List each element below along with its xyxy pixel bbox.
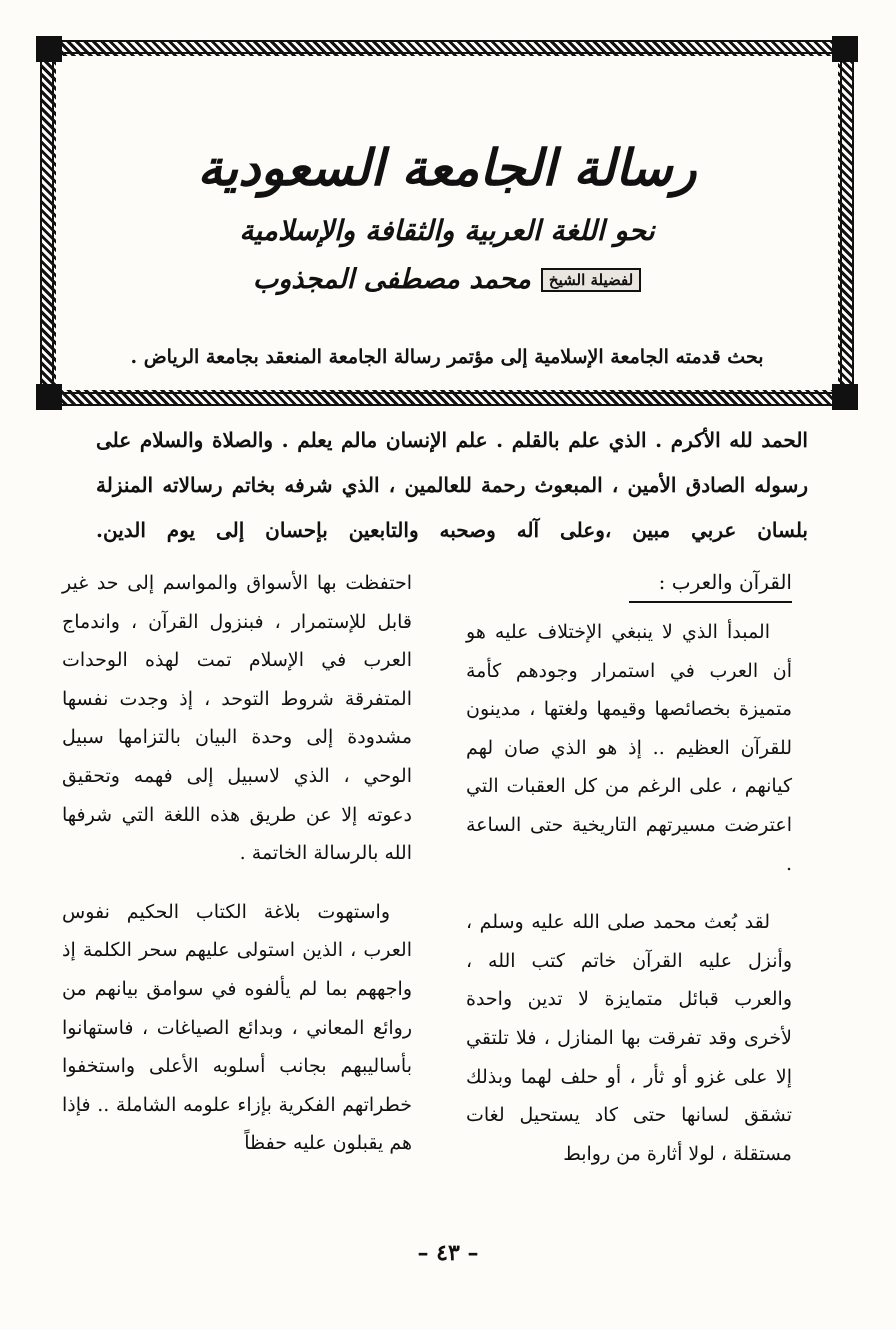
paragraph: المبدأ الذي لا ينبغي الإختلاف عليه هو أن العرب في استمرار وجودهم كأمة متميزة بخصائصها وقيمها ولغتها ، مدينون للقرآن العظيم .. إذ هو الذي صان لهم كيانهم ، على الرغم من كل العقبات التي اعترضت مسيرتهم التاريخية حتى الساعة . (466, 621, 792, 875)
author-badge: لفضيلة الشيخ (541, 268, 641, 292)
frame-corner-ornament (36, 384, 62, 410)
frame-corner-ornament (832, 36, 858, 62)
page-number: – ٤٣ – (417, 1240, 479, 1266)
paragraph: لقد بُعث محمد صلى الله عليه وسلم ، وأنزل عليه القرآن خاتم كتب الله ، والعرب قبائل متمايزة لا تدين واحدة لأخرى وقد تفرقت بها المنازل ، فلا تلتقي إلا على غزو أو ثأر ، أو حلف لهما وبذلك تشقق لسانها حتى كاد يستحيل لغات مستقلة ، لولا أثارة من روابط (466, 911, 792, 1165)
paragraph: احتفظت بها الأسواق والمواسم إلى حد غير قابل للإستمرار ، فبنزول القرآن ، واندماج العرب في الإسلام تمت لهذه الوحدات المتفرقة شروط التوحد ، إذ وجدت نفسها مشدودة إلى وحدة البيان بالتزامها سبيل الوحي ، الذي لاسبيل إلى فهمه وتحقيق دعوته إلا عن طريق هذه اللغة التي شرفها الله بالرسالة الخاتمة . (62, 572, 412, 865)
author-name: محمد مصطفى المجذوب (252, 264, 531, 295)
article-title: رسالة الجامعة السعودية (197, 138, 697, 197)
section-heading: القرآن والعرب : (629, 567, 792, 603)
article-subtitle: نحو اللغة العربية والثقافة والإسلامية (239, 214, 655, 247)
ornate-header-frame (40, 40, 854, 406)
left-column (62, 564, 412, 1163)
right-column (466, 564, 792, 1173)
frame-corner-ornament (36, 36, 62, 62)
opening-paragraph: الحمد لله الأكرم . الذي علم بالقلم . علم الإنسان مالم يعلم . والصلاة والسلام على رسوله الصادق الأمين ، المبعوث رحمة للعالمين ، الذي شرفه بخاتم رسالاته المنزلة بلسان عربي مبين ،وعلى آله وصحبه والتابعين بإحسان إلى يوم الدين. (96, 428, 809, 542)
paragraph: واستهوت بلاغة الكتاب الحكيم نفوس العرب ، الذين استولى عليهم سحر الكلمة إذ واجههم بما لم يألفوه في سوامق بيانهم من روائع المعاني ، وبدائع الصياغات ، فاستهانوا بأساليبهم بجانب أسلوبه الأعلى واستخفوا خطراتهم الفكرية بإزاء علومه الشاملة .. فإذا هم يقبلون عليه حفظاً (62, 900, 412, 1155)
frame-corner-ornament (832, 384, 858, 410)
intro-note: بحث قدمته الجامعة الإسلامية إلى مؤتمر رسالة الجامعة المنعقد بجامعة الرياض . (130, 346, 764, 368)
author-line (56, 264, 838, 295)
